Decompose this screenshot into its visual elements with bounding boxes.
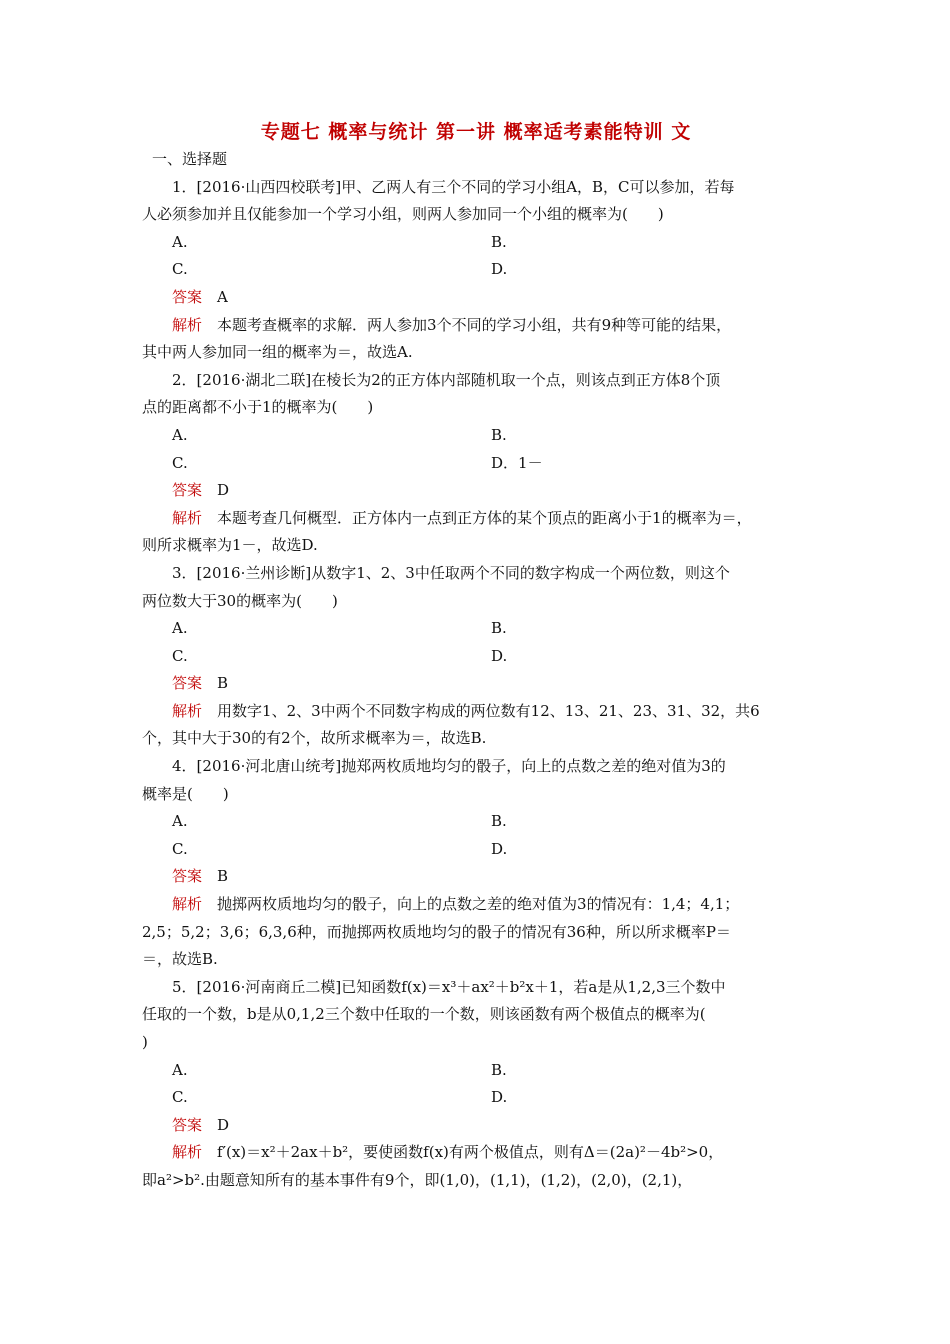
analysis-text: f′(x)＝x²＋2ax＋b²，要使函数f(x)有两个极值点，则有Δ＝(2a)²－4b²>0， [217,1143,724,1162]
analysis-text: 即a²>b².由题意知所有的基本事件有9个，即(1,0)，(1,1)，(1,2)，(2,0)，(2,1)， [142,1170,693,1189]
analysis-text: 抛掷两枚质地均匀的骰子，向上的点数之差的绝对值为3的情况有：1,4；4,1； [217,895,740,914]
question-5 [142,974,810,1195]
analysis-label: 解析 [172,1143,203,1162]
option-d: D. [491,839,508,858]
options-row [142,1084,810,1112]
option-c: C. [172,839,188,858]
question-stem: 点的距离都不小于1的概率为( ) [142,398,374,417]
question-stem: 1．[2016·山西四校联考]甲、乙两人有三个不同的学习小组A，B，C可以参加，若每 [172,177,735,196]
options-row [142,836,810,864]
option-b: B. [491,425,507,444]
question-stem: ) [142,1033,148,1051]
question-stem: 人必须参加并且仅能参加一个学习小组，则两人参加同一个小组的概率为( ) [142,205,664,224]
answer-label: 答案 [172,287,203,306]
analysis-line [142,312,810,340]
options-row [142,422,810,450]
analysis-line [142,698,810,726]
question-3 [142,560,810,753]
option-a: A. [172,812,188,831]
option-c: C. [172,453,188,472]
option-d: D．1－ [491,453,543,472]
question-2 [142,367,810,560]
page-title: 专题七 概率与统计 第一讲 概率适考素能特训 文 [260,121,692,143]
analysis-text: ＝，故选B. [142,950,218,969]
answer-value: D [217,481,230,500]
answer-line [142,670,810,698]
question-stem: 两位数大于30的概率为( ) [142,591,338,610]
answer-label: 答案 [172,867,203,886]
option-d: D. [491,1088,508,1107]
question-stem: 3．[2016·兰州诊断]从数字1、2、3中任取两个不同的数字构成一个两位数，则这个 [172,563,730,582]
option-a: A. [172,619,188,638]
analysis-text: 个，其中大于30的有2个，故所求概率为＝，故选B. [142,729,487,748]
answer-label: 答案 [172,674,203,693]
option-b: B. [491,232,507,251]
analysis-text: 2,5；5,2；3,6；6,3,6种，而抛掷两枚质地均匀的骰子的情况有36种，所以所求概率P＝ [142,922,731,941]
analysis-text: 则所求概率为1－，故选D. [142,536,318,555]
options-row [142,1057,810,1085]
option-a: A. [172,232,188,251]
question-stem: 4．[2016·河北唐山统考]抛郑两枚质地均匀的骰子，向上的点数之差的绝对值为3的 [172,757,726,776]
options-row [142,229,810,257]
analysis-text: 其中两人参加同一组的概率为＝，故选A. [142,343,413,362]
analysis-label: 解析 [172,701,203,720]
answer-label: 答案 [172,481,203,500]
analysis-label: 解析 [172,508,203,527]
option-b: B. [491,1060,507,1079]
analysis-text: 用数字1、2、3中两个不同数字构成的两位数有12、13、21、23、31、32，共6 [217,701,760,720]
option-a: A. [172,425,188,444]
options-row [142,643,810,671]
option-c: C. [172,646,188,665]
option-b: B. [491,812,507,831]
analysis-line [142,1139,810,1167]
option-d: D. [491,646,508,665]
options-row [142,808,810,836]
document-page [142,118,810,1195]
answer-value: D [217,1115,230,1134]
analysis-line [142,505,810,533]
answer-value: B [217,867,229,886]
analysis-label: 解析 [172,895,203,914]
option-a: A. [172,1060,188,1079]
answer-value: A [217,287,228,306]
question-stem: 任取的一个数，b是从0,1,2三个数中任取的一个数，则该函数有两个极值点的概率为( [142,1005,706,1024]
options-row [142,450,810,478]
analysis-text: 本题考查概率的求解．两人参加3个不同的学习小组，共有9种等可能的结果， [217,315,732,334]
answer-label: 答案 [172,1115,203,1134]
answer-line [142,1112,810,1140]
answer-line [142,863,810,891]
analysis-label: 解析 [172,315,203,334]
section-heading: 一、选择题 [152,150,228,168]
option-c: C. [172,1088,188,1107]
options-row [142,615,810,643]
answer-line [142,477,810,505]
answer-line [142,284,810,312]
question-4 [142,753,810,974]
question-stem: 2．[2016·湖北二联]在棱长为2的正方体内部随机取一个点，则该点到正方体8个顶 [172,370,721,389]
option-c: C. [172,260,188,279]
analysis-line [142,891,810,919]
question-1 [142,174,810,367]
options-row [142,256,810,284]
question-stem: 概率是( ) [142,784,229,803]
analysis-text: 本题考查几何概型．正方体内一点到正方体的某个顶点的距离小于1的概率为＝， [217,508,752,527]
option-b: B. [491,619,507,638]
question-stem: 5．[2016·河南商丘二模]已知函数f(x)＝x³＋ax²＋b²x＋1，若a是从1,2,3三个数中 [172,977,726,996]
option-d: D. [491,260,508,279]
answer-value: B [217,674,229,693]
